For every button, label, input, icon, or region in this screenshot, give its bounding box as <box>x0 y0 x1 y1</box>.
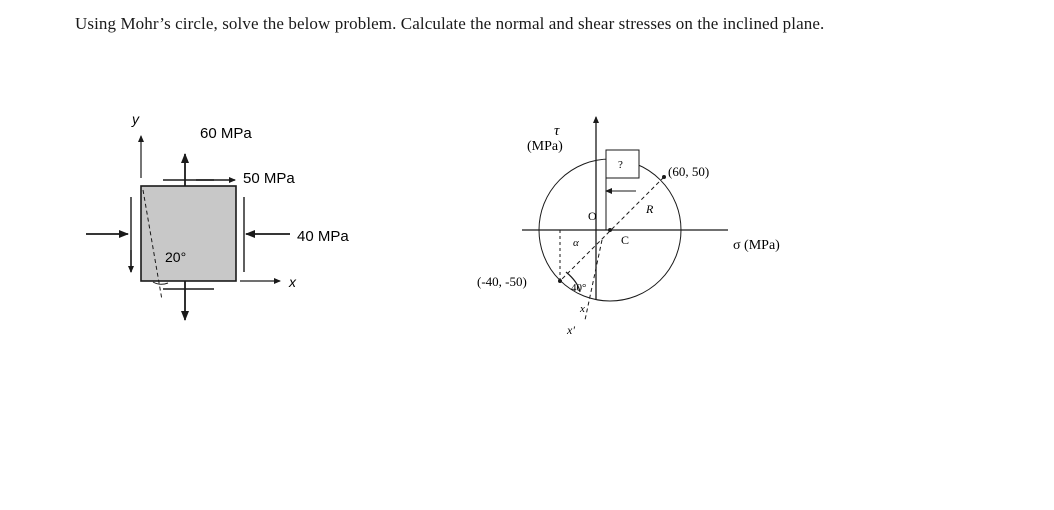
stress-50-label: 50 MPa <box>243 170 295 187</box>
point-b-marker <box>558 279 562 283</box>
x-axis-label: x <box>289 274 296 290</box>
x-prime-line <box>585 240 602 320</box>
point-a-marker <box>662 175 666 179</box>
unknown-value: ? <box>618 159 623 171</box>
sigma-axis-label: σ (MPa) <box>733 238 780 253</box>
y-axis-label: y <box>132 111 139 127</box>
alpha-label: α <box>573 237 579 249</box>
x-prime-label: x' <box>567 323 575 337</box>
origin-label: O <box>588 209 597 223</box>
problem-statement: Using Mohr’s circle, solve the below problem. Calculate the normal and shear stresses on the inclined plane. <box>75 14 825 33</box>
angle-label: 20° <box>165 249 187 265</box>
stress-element-square <box>141 186 236 281</box>
point-b-label: (-40, -50) <box>477 274 527 289</box>
tau-symbol: τ <box>554 123 560 139</box>
stress-element-figure <box>86 111 349 320</box>
radius-label: R <box>646 202 654 216</box>
point-a-label: (60, 50) <box>668 164 710 179</box>
stress-60-label: 60 MPa <box>200 125 252 142</box>
center-label: C <box>621 233 630 247</box>
angle-arc <box>153 282 168 284</box>
center-marker <box>608 228 612 232</box>
tau-axis-unit: (MPa) <box>527 139 563 154</box>
diameter-line <box>560 177 664 281</box>
stress-40-label: 40 MPa <box>297 228 349 245</box>
angle-40-label: 40° <box>571 282 587 294</box>
x-label: x <box>580 303 585 315</box>
mohr-circle-figure <box>477 117 780 337</box>
